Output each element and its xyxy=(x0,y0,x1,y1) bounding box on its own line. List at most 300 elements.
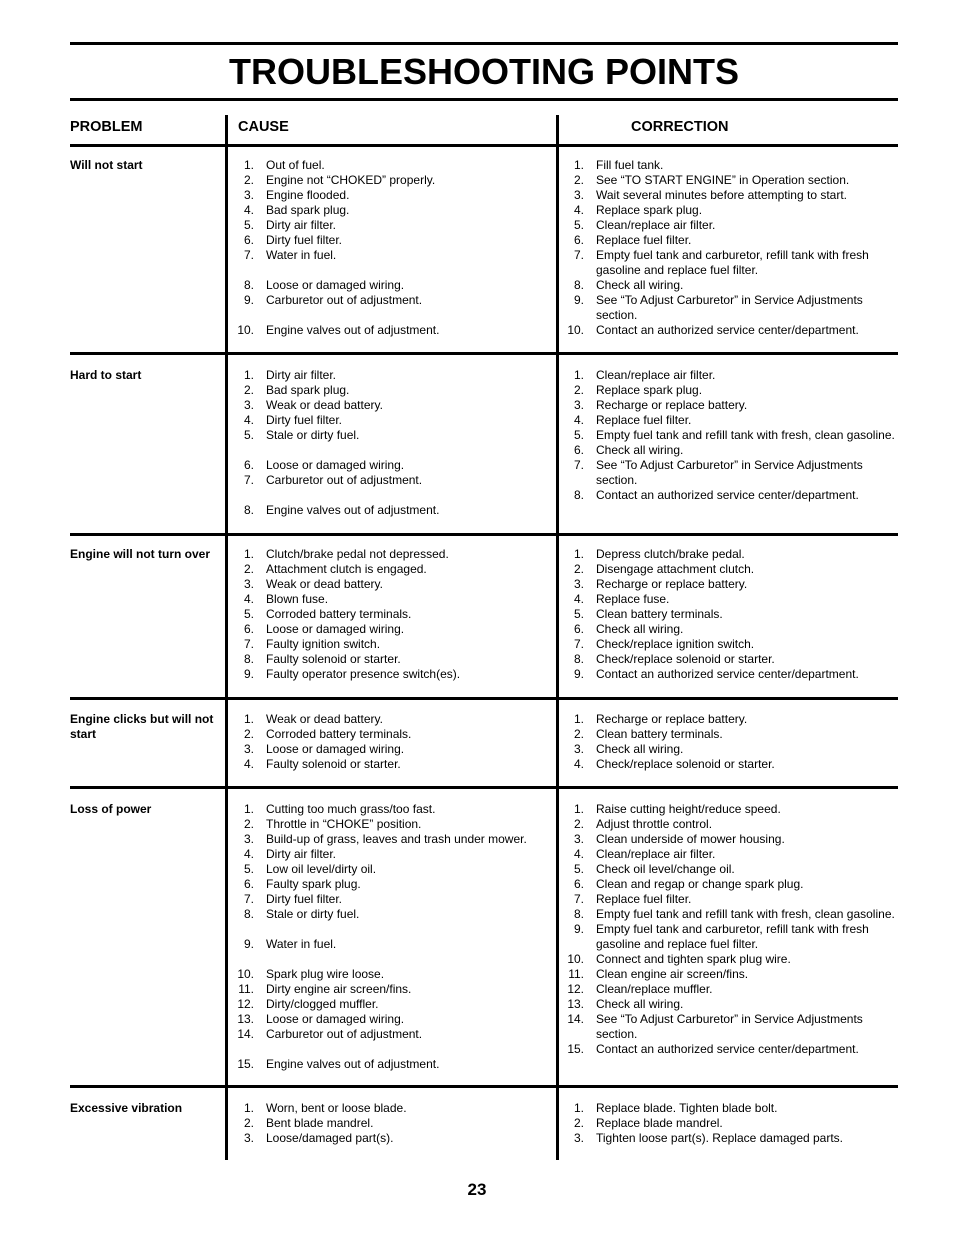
item-text: Recharge or replace battery. xyxy=(596,712,748,726)
list-item xyxy=(234,458,544,473)
list-item xyxy=(234,592,544,607)
list-item xyxy=(564,577,898,592)
list-item xyxy=(234,667,544,682)
list-item xyxy=(234,413,544,428)
item-text: Clutch/brake pedal not depressed. xyxy=(266,547,449,561)
item-text: Clean battery terminals. xyxy=(596,607,723,621)
item-number: 1. xyxy=(573,712,584,726)
item-number: 13. xyxy=(567,997,584,1011)
item-text: Low oil level/dirty oil. xyxy=(266,862,377,876)
item-text: Cutting too much grass/too fast. xyxy=(266,802,436,816)
item-number: 7. xyxy=(573,637,584,651)
item-text: Stale or dirty fuel. xyxy=(266,907,360,921)
list-item xyxy=(564,622,898,637)
item-number: 9. xyxy=(573,667,584,681)
list-item xyxy=(234,293,544,308)
list-item xyxy=(234,757,544,772)
list-item xyxy=(564,547,898,562)
item-text: Replace spark plug. xyxy=(596,383,703,397)
list-item xyxy=(564,158,898,173)
list-item xyxy=(564,1042,898,1057)
list-item xyxy=(234,802,544,817)
correction-list xyxy=(564,158,898,338)
list-item xyxy=(564,203,898,218)
item-number: 7. xyxy=(243,637,254,651)
item-number: 2. xyxy=(573,562,584,576)
item-text: Dirty/clogged muffler. xyxy=(266,997,379,1011)
item-number: 10. xyxy=(567,323,584,337)
item-text: Clean/replace air filter. xyxy=(596,218,716,232)
item-number: 3. xyxy=(573,398,584,412)
item-number: 2. xyxy=(243,383,254,397)
item-text: Weak or dead battery. xyxy=(266,577,383,591)
item-text: Carburetor out of adjustment. xyxy=(266,473,423,487)
list-item xyxy=(564,862,898,877)
list-item xyxy=(234,1027,544,1042)
problem-label: Engine clicks but will not start xyxy=(70,712,214,741)
item-number: 3. xyxy=(243,398,254,412)
problem-label: Will not start xyxy=(70,158,143,172)
list-item xyxy=(564,712,898,727)
item-number: 1. xyxy=(243,547,254,561)
item-number: 14. xyxy=(237,1027,254,1041)
item-text: Clean/replace air filter. xyxy=(596,847,716,861)
item-text: Check/replace solenoid or starter. xyxy=(596,652,775,666)
list-item xyxy=(564,637,898,652)
item-text: Spark plug wire loose. xyxy=(266,967,385,981)
list-item xyxy=(564,1012,898,1042)
list-item xyxy=(564,592,898,607)
item-number: 7. xyxy=(573,892,584,906)
item-number: 14. xyxy=(567,1012,584,1026)
item-text: Clean battery terminals. xyxy=(596,727,723,741)
item-number: 5. xyxy=(573,428,584,442)
item-text: Contact an authorized service center/department. xyxy=(596,1042,859,1056)
item-text: Stale or dirty fuel. xyxy=(266,428,360,442)
item-number: 8. xyxy=(243,907,254,921)
item-text: Loose/damaged part(s). xyxy=(266,1131,394,1145)
item-number: 3. xyxy=(573,188,584,202)
item-number: 3. xyxy=(243,832,254,846)
section-divider xyxy=(70,1085,898,1088)
item-text: Check all wiring. xyxy=(596,443,684,457)
item-number: 5. xyxy=(243,218,254,232)
item-text: Carburetor out of adjustment. xyxy=(266,1027,423,1041)
item-text: Adjust throttle control. xyxy=(596,817,713,831)
item-number: 15. xyxy=(567,1042,584,1056)
item-number: 8. xyxy=(573,278,584,292)
item-text: Empty fuel tank and refill tank with fresh, clean gasoline. xyxy=(596,428,895,442)
list-item xyxy=(564,458,898,488)
list-item xyxy=(564,652,898,667)
item-text: Engine valves out of adjustment. xyxy=(266,323,440,337)
list-item xyxy=(234,742,544,757)
item-number: 3. xyxy=(243,1131,254,1145)
list-item xyxy=(234,278,544,293)
item-text: Check all wiring. xyxy=(596,278,684,292)
list-item xyxy=(234,712,544,727)
list-item xyxy=(234,727,544,742)
item-number: 4. xyxy=(243,847,254,861)
list-item xyxy=(564,952,898,967)
item-number: 5. xyxy=(243,607,254,621)
item-number: 3. xyxy=(573,742,584,756)
page-title: TROUBLESHOOTING POINTS xyxy=(228,51,739,92)
list-item xyxy=(564,488,898,503)
item-text: Wait several minutes before attempting to start. xyxy=(596,188,847,202)
item-number: 11. xyxy=(568,967,584,981)
item-text: Replace fuel filter. xyxy=(596,892,692,906)
list-item xyxy=(234,368,544,383)
item-text: See “To Adjust Carburetor” in Service Adjustments section. xyxy=(596,1012,863,1041)
item-text: Contact an authorized service center/department. xyxy=(596,323,859,337)
item-text: Loose or damaged wiring. xyxy=(266,622,405,636)
list-item xyxy=(234,952,544,967)
list-item xyxy=(234,1131,544,1146)
list-item xyxy=(564,278,898,293)
item-text: Replace fuel filter. xyxy=(596,233,692,247)
list-item xyxy=(234,652,544,667)
item-text: Attachment clutch is engaged. xyxy=(266,562,427,576)
list-item xyxy=(234,862,544,877)
correction-list xyxy=(564,802,898,1057)
item-number: 9. xyxy=(243,937,254,951)
list-item xyxy=(564,1131,898,1146)
list-item xyxy=(564,1116,898,1131)
item-number: 8. xyxy=(573,652,584,666)
item-number: 5. xyxy=(243,862,254,876)
item-text: Clean underside of mower housing. xyxy=(596,832,785,846)
list-item xyxy=(234,1042,544,1057)
item-text: Clean and regap or change spark plug. xyxy=(596,877,804,891)
item-number: 1. xyxy=(243,158,254,172)
list-item xyxy=(234,892,544,907)
item-text: See “To Adjust Carburetor” in Service Adjustments section. xyxy=(596,458,863,487)
list-item xyxy=(234,158,544,173)
item-number: 12. xyxy=(567,982,584,996)
list-item xyxy=(564,607,898,622)
item-text: Check all wiring. xyxy=(596,622,684,636)
list-item xyxy=(234,218,544,233)
list-item xyxy=(234,847,544,862)
list-item xyxy=(564,817,898,832)
list-item xyxy=(564,727,898,742)
item-text: Bad spark plug. xyxy=(266,383,350,397)
item-text: Empty fuel tank and carburetor, refill tank with fresh gasoline and replace fuel filter. xyxy=(596,922,869,951)
item-text: Bad spark plug. xyxy=(266,203,350,217)
item-text: Water in fuel. xyxy=(266,937,337,951)
list-item xyxy=(564,742,898,757)
item-number: 2. xyxy=(243,173,254,187)
item-number: 4. xyxy=(243,203,254,217)
item-number: 1. xyxy=(243,802,254,816)
list-item xyxy=(234,488,544,503)
item-number: 7. xyxy=(243,248,254,262)
title-top-rule xyxy=(70,42,898,45)
item-text: Faulty spark plug. xyxy=(266,877,361,891)
item-text: Dirty fuel filter. xyxy=(266,233,343,247)
item-number: 15. xyxy=(237,1057,254,1071)
item-text: Blown fuse. xyxy=(266,592,329,606)
item-text: Clean engine air screen/fins. xyxy=(596,967,749,981)
list-item xyxy=(564,413,898,428)
item-number: 3. xyxy=(243,577,254,591)
list-item xyxy=(234,562,544,577)
list-item xyxy=(234,203,544,218)
list-item xyxy=(564,832,898,847)
item-number: 2. xyxy=(243,1116,254,1130)
item-number: 1. xyxy=(243,368,254,382)
item-text: Dirty engine air screen/fins. xyxy=(266,982,412,996)
list-item xyxy=(564,428,898,443)
list-item xyxy=(564,293,898,323)
item-text: Out of fuel. xyxy=(266,158,325,172)
header-correction: CORRECTION xyxy=(631,119,729,135)
list-item xyxy=(234,1101,544,1116)
item-number: 3. xyxy=(573,832,584,846)
item-number: 3. xyxy=(573,1131,584,1145)
item-text: Loose or damaged wiring. xyxy=(266,1012,405,1026)
item-text: Dirty fuel filter. xyxy=(266,413,343,427)
problem-label: Excessive vibration xyxy=(70,1101,183,1115)
item-text: Check/replace solenoid or starter. xyxy=(596,757,775,771)
list-item xyxy=(234,503,544,518)
list-item xyxy=(564,248,898,278)
item-number: 4. xyxy=(243,592,254,606)
section-divider xyxy=(70,786,898,789)
list-item xyxy=(234,922,544,937)
item-text: See “TO START ENGINE” in Operation section. xyxy=(596,173,850,187)
item-number: 2. xyxy=(573,1116,584,1130)
item-number: 6. xyxy=(243,458,254,472)
header-problem: PROBLEM xyxy=(70,119,143,135)
item-number: 9. xyxy=(573,922,584,936)
correction-list xyxy=(564,712,898,772)
list-item xyxy=(234,473,544,488)
list-item xyxy=(234,937,544,952)
item-number: 2. xyxy=(573,727,584,741)
item-text: Loose or damaged wiring. xyxy=(266,742,405,756)
item-text: Check all wiring. xyxy=(596,742,684,756)
item-number: 6. xyxy=(243,233,254,247)
cause-list xyxy=(234,547,544,682)
item-text: See “To Adjust Carburetor” in Service Adjustments section. xyxy=(596,293,863,322)
list-item xyxy=(564,667,898,682)
item-text: Contact an authorized service center/department. xyxy=(596,667,859,681)
item-text: Clean/replace air filter. xyxy=(596,368,716,382)
item-number: 6. xyxy=(573,233,584,247)
item-text: Dirty fuel filter. xyxy=(266,892,343,906)
item-text: Empty fuel tank and refill tank with fresh, clean gasoline. xyxy=(596,907,895,921)
list-item xyxy=(234,308,544,323)
item-number: 12. xyxy=(237,997,254,1011)
item-number: 4. xyxy=(573,757,584,771)
item-text: Throttle in “CHOKE” position. xyxy=(266,817,422,831)
list-item xyxy=(234,547,544,562)
list-item xyxy=(234,967,544,982)
item-number: 6. xyxy=(243,877,254,891)
list-item xyxy=(564,383,898,398)
list-item xyxy=(234,1012,544,1027)
item-text: Raise cutting height/reduce speed. xyxy=(596,802,781,816)
item-number: 3. xyxy=(243,188,254,202)
item-text: Replace fuel filter. xyxy=(596,413,692,427)
item-text: Weak or dead battery. xyxy=(266,398,383,412)
item-text: Build-up of grass, leaves and trash under mower. xyxy=(266,832,527,846)
item-text: Loose or damaged wiring. xyxy=(266,278,405,292)
list-item xyxy=(564,922,898,952)
item-number: 4. xyxy=(573,847,584,861)
list-item xyxy=(234,323,544,338)
item-text: Replace fuse. xyxy=(596,592,670,606)
item-number: 6. xyxy=(573,622,584,636)
list-item xyxy=(564,907,898,922)
item-number: 8. xyxy=(573,907,584,921)
item-number: 4. xyxy=(573,413,584,427)
list-item xyxy=(234,233,544,248)
list-item xyxy=(564,997,898,1012)
item-number: 8. xyxy=(243,652,254,666)
item-number: 4. xyxy=(573,592,584,606)
item-text: Replace blade mandrel. xyxy=(596,1116,723,1130)
list-item xyxy=(234,982,544,997)
item-number: 13. xyxy=(237,1012,254,1026)
list-item xyxy=(234,443,544,458)
item-text: Recharge or replace battery. xyxy=(596,577,748,591)
correction-list xyxy=(564,368,898,503)
title-bottom-rule xyxy=(70,98,898,101)
list-item xyxy=(234,607,544,622)
item-number: 1. xyxy=(573,368,584,382)
item-number: 3. xyxy=(243,742,254,756)
cause-list xyxy=(234,802,544,1072)
item-text: Engine not “CHOKED” properly. xyxy=(266,173,436,187)
item-number: 4. xyxy=(243,413,254,427)
item-number: 1. xyxy=(243,1101,254,1115)
item-number: 2. xyxy=(573,383,584,397)
cause-list xyxy=(234,368,544,518)
item-number: 5. xyxy=(243,428,254,442)
item-number: 8. xyxy=(573,488,584,502)
list-item xyxy=(234,1116,544,1131)
item-text: Tighten loose part(s). Replace damaged parts. xyxy=(596,1131,844,1145)
section-divider xyxy=(70,533,898,536)
cause-list xyxy=(234,712,544,772)
list-item xyxy=(564,562,898,577)
list-item xyxy=(564,368,898,383)
list-item xyxy=(234,383,544,398)
item-number: 7. xyxy=(243,892,254,906)
item-text: Clean/replace muffler. xyxy=(596,982,713,996)
correction-list xyxy=(564,547,898,682)
list-item xyxy=(234,817,544,832)
item-text: Dirty air filter. xyxy=(266,847,337,861)
item-number: 2. xyxy=(243,562,254,576)
item-text: Replace spark plug. xyxy=(596,203,703,217)
list-item xyxy=(234,877,544,892)
list-item xyxy=(564,173,898,188)
item-number: 4. xyxy=(243,757,254,771)
item-number: 6. xyxy=(243,622,254,636)
item-number: 5. xyxy=(573,607,584,621)
item-text: Contact an authorized service center/department. xyxy=(596,488,859,502)
item-number: 7. xyxy=(573,458,584,472)
list-item xyxy=(234,188,544,203)
list-item xyxy=(564,398,898,413)
list-item xyxy=(234,907,544,922)
list-item xyxy=(564,443,898,458)
item-text: Water in fuel. xyxy=(266,248,337,262)
item-text: Engine valves out of adjustment. xyxy=(266,1057,440,1071)
item-number: 2. xyxy=(573,173,584,187)
page-number: 23 xyxy=(467,1180,487,1199)
problem-label: Loss of power xyxy=(70,802,152,816)
list-item xyxy=(564,218,898,233)
item-text: Faulty solenoid or starter. xyxy=(266,757,401,771)
item-text: Depress clutch/brake pedal. xyxy=(596,547,745,561)
list-item xyxy=(564,233,898,248)
item-number: 2. xyxy=(243,727,254,741)
item-text: Weak or dead battery. xyxy=(266,712,383,726)
column-divider-correction xyxy=(556,115,559,1160)
list-item xyxy=(564,892,898,907)
item-number: 6. xyxy=(573,443,584,457)
item-text: Carburetor out of adjustment. xyxy=(266,293,423,307)
item-text: Engine flooded. xyxy=(266,188,350,202)
column-divider-cause xyxy=(225,115,228,1160)
list-item xyxy=(234,398,544,413)
item-number: 3. xyxy=(573,577,584,591)
item-text: Check oil level/change oil. xyxy=(596,862,735,876)
item-text: Recharge or replace battery. xyxy=(596,398,748,412)
item-text: Faulty ignition switch. xyxy=(266,637,381,651)
item-number: 10. xyxy=(237,967,254,981)
item-number: 5. xyxy=(573,218,584,232)
item-number: 9. xyxy=(243,293,254,307)
item-text: Loose or damaged wiring. xyxy=(266,458,405,472)
item-text: Engine valves out of adjustment. xyxy=(266,503,440,517)
header-cause: CAUSE xyxy=(238,119,289,135)
item-number: 2. xyxy=(243,817,254,831)
problem-label: Engine will not turn over xyxy=(70,547,211,561)
list-item xyxy=(234,263,544,278)
item-number: 7. xyxy=(573,248,584,262)
item-number: 1. xyxy=(573,547,584,561)
item-text: Empty fuel tank and carburetor, refill tank with fresh gasoline and replace fuel filter. xyxy=(596,248,869,277)
item-number: 1. xyxy=(573,1101,584,1115)
item-number: 10. xyxy=(237,323,254,337)
item-text: Bent blade mandrel. xyxy=(266,1116,374,1130)
item-text: Connect and tighten spark plug wire. xyxy=(596,952,791,966)
item-text: Dirty air filter. xyxy=(266,218,337,232)
list-item xyxy=(564,323,898,338)
section-divider xyxy=(70,697,898,700)
item-text: Faulty solenoid or starter. xyxy=(266,652,401,666)
item-number: 1. xyxy=(573,802,584,816)
item-text: Fill fuel tank. xyxy=(596,158,664,172)
list-item xyxy=(234,1057,544,1072)
item-number: 8. xyxy=(243,278,254,292)
item-number: 9. xyxy=(243,667,254,681)
list-item xyxy=(234,577,544,592)
list-item xyxy=(234,428,544,443)
list-item xyxy=(234,637,544,652)
item-text: Disengage attachment clutch. xyxy=(596,562,755,576)
item-number: 7. xyxy=(243,473,254,487)
item-number: 1. xyxy=(243,712,254,726)
item-number: 4. xyxy=(573,203,584,217)
section-divider xyxy=(70,352,898,355)
